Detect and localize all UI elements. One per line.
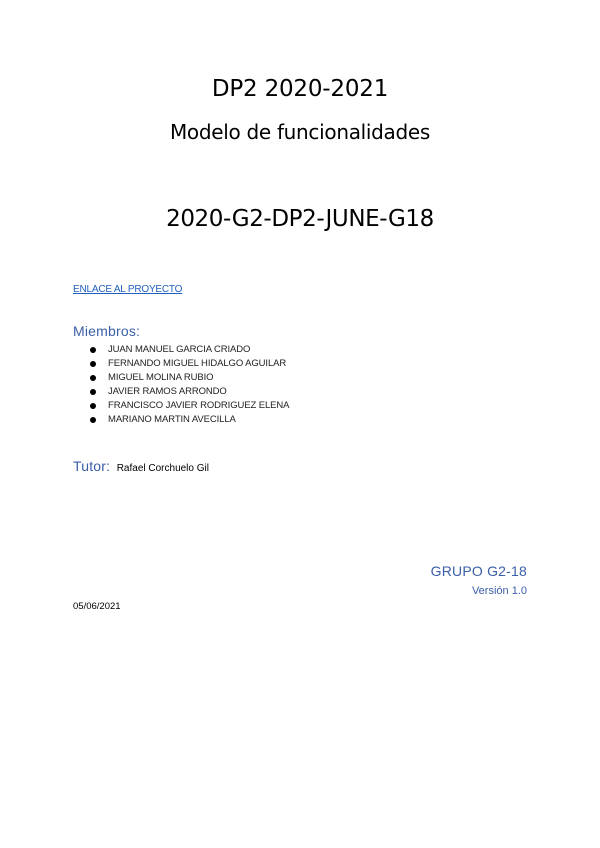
group-name: GRUPO G2-18 (430, 563, 527, 579)
member-name: MIGUEL MOLINA RUBIO (108, 372, 214, 383)
document-title: DP2 2020-2021 (211, 76, 389, 102)
project-link[interactable]: ENLACE AL PROYECTO (73, 284, 183, 295)
group-code: 2020-G2-DP2-JUNE-G18 (166, 206, 434, 232)
bullet-icon (90, 417, 96, 423)
list-item (89, 413, 289, 427)
tutor-label: Tutor: (73, 458, 111, 474)
member-name: FERNANDO MIGUEL HIDALGO AGUILAR (108, 358, 287, 369)
member-name: MARIANO MARTIN AVECILLA (108, 414, 236, 425)
list-item (89, 385, 289, 399)
list-item (89, 357, 289, 371)
member-name: FRANCISCO JAVIER RODRIGUEZ ELENA (108, 400, 290, 411)
document-subtitle: Modelo de funcionalidades (169, 120, 431, 144)
bullet-icon (90, 347, 96, 353)
members-label: Miembros: (73, 323, 141, 339)
bullet-icon (90, 361, 96, 367)
document-date: 05/06/2021 (73, 601, 121, 612)
member-name: JUAN MANUEL GARCIA CRIADO (108, 344, 251, 355)
version-label: Versión 1.0 (471, 585, 527, 597)
list-item (89, 371, 289, 385)
bullet-icon (90, 389, 96, 395)
member-name: JAVIER RAMOS ARRONDO (108, 386, 227, 397)
members-list (89, 343, 289, 427)
list-item (89, 399, 289, 413)
tutor-row (73, 458, 209, 476)
bullet-icon (90, 375, 96, 381)
bullet-icon (90, 403, 96, 409)
list-item (89, 343, 289, 357)
tutor-name: Rafael Corchuelo Gil (116, 463, 209, 474)
